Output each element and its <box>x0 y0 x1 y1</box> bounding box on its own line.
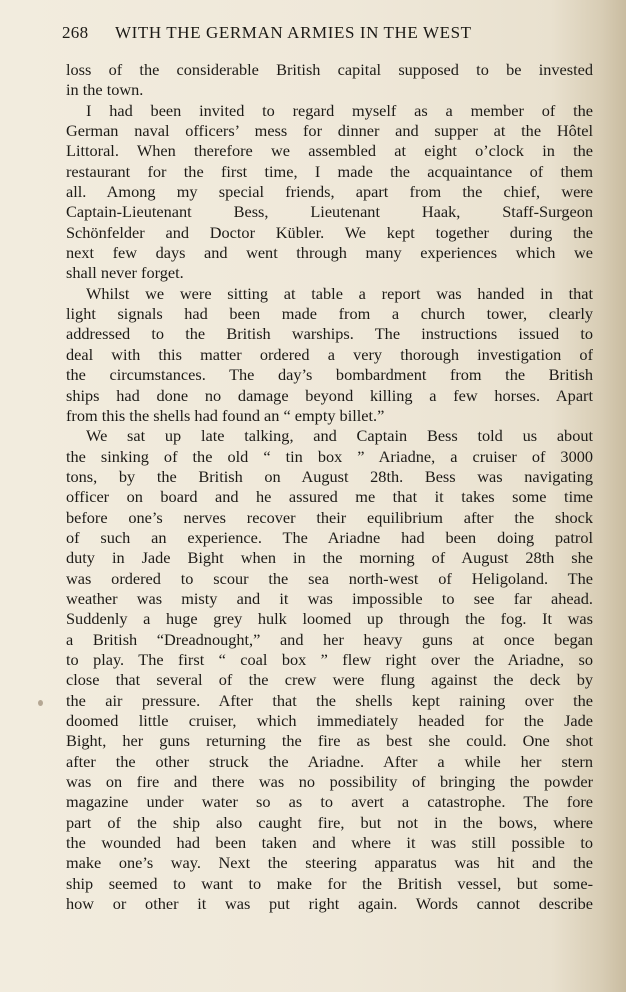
text-line: the wounded had been taken and where it was still possible to <box>66 833 593 853</box>
text-line: next few days and went through many experiences which we <box>66 243 593 263</box>
text-line: tons, by the British on August 28th. Bess was navigating <box>66 466 593 486</box>
text-line: doomed little cruiser, which immediately headed for the Jade <box>66 711 593 730</box>
text-line: from this the shells had found an “ empty billet.” <box>66 405 385 425</box>
text-line: Littoral. When therefore we assembled at eight o’clock in the <box>66 141 593 161</box>
text-line: after the other struck the Ariadne. After a while her stern <box>66 751 593 771</box>
text-line: before one’s nerves recover their equilibrium after the shock <box>66 507 593 527</box>
text-line: Bight, her guns returning the fire as best she could. One shot <box>66 731 593 751</box>
ink-spot <box>38 700 43 706</box>
text-line: I had been invited to regard myself as a member of the <box>86 100 593 120</box>
running-title: WITH THE GERMAN ARMIES IN THE WEST <box>115 23 472 42</box>
text-line: deal with this matter ordered a very thorough investigation of <box>66 344 593 364</box>
text-line: Schönfelder and Doctor Kübler. We kept together during the <box>66 222 593 242</box>
text-line: the circumstances. The day’s bombardment from the British <box>66 365 593 385</box>
text-line: in the town. <box>66 80 144 100</box>
text-line: to play. The first “ coal box ” flew right over the Ariadne, so <box>66 649 593 669</box>
text-line: the sinking of the old “ tin box ” Ariadne, a cruiser of 3000 <box>66 446 593 466</box>
text-line: all. Among my special friends, apart from the chief, were <box>66 182 593 202</box>
text-line: ship seemed to want to make for the British vessel, but some- <box>66 873 593 893</box>
text-line: We sat up late talking, and Captain Bess told us about <box>86 426 593 446</box>
text-line: weather was misty and it was impossible to see far ahead. <box>66 588 593 608</box>
text-line: make one’s way. Next the steering apparatus was hit and the <box>66 853 593 873</box>
running-header <box>62 22 562 48</box>
text-line: shall never forget. <box>66 263 184 283</box>
text-line: was on fire and there was no possibility of bringing the powder <box>66 772 593 792</box>
text-line: was ordered to scour the sea north-west of Heligoland. The <box>66 568 593 588</box>
text-line: Suddenly a huge grey hulk loomed up through the fog. It was <box>66 609 593 629</box>
text-line: of such an experience. The Ariadne had been doing patrol <box>66 527 593 547</box>
text-line: duty in Jade Bight when in the morning of August 28th she <box>66 548 593 568</box>
text-line: light signals had been made from a church tower, clearly <box>66 304 593 324</box>
text-line: a British “Dreadnought,” and her heavy guns at once began <box>66 629 593 649</box>
text-line: officer on board and he assured me that it takes some time <box>66 487 593 507</box>
text-line: how or other it was put right again. Words cannot describe <box>66 894 593 914</box>
text-line: Captain-Lieutenant Bess, Lieutenant Haak, Staff-Surgeon <box>66 202 593 222</box>
text-line: loss of the considerable British capital supposed to be invested <box>66 60 593 79</box>
text-line: German naval officers’ mess for dinner and supper at the Hôtel <box>66 121 593 141</box>
body-text <box>66 60 593 914</box>
text-line: close that several of the crew were flung against the deck by <box>66 670 593 690</box>
text-line: ships had done no damage beyond killing a few horses. Apart <box>66 385 593 405</box>
text-line: addressed to the British warships. The instructions issued to <box>66 324 593 344</box>
text-line: the air pressure. After that the shells kept raining over the <box>66 690 593 710</box>
text-line: restaurant for the first time, I made the acquaintance of them <box>66 161 593 181</box>
text-line: part of the ship also caught fire, but not in the bows, where <box>66 812 593 832</box>
text-line: Whilst we were sitting at table a report was handed in that <box>86 283 593 303</box>
text-line: magazine under water so as to avert a catastrophe. The fore <box>66 792 593 812</box>
page-number: 268 <box>62 23 89 42</box>
